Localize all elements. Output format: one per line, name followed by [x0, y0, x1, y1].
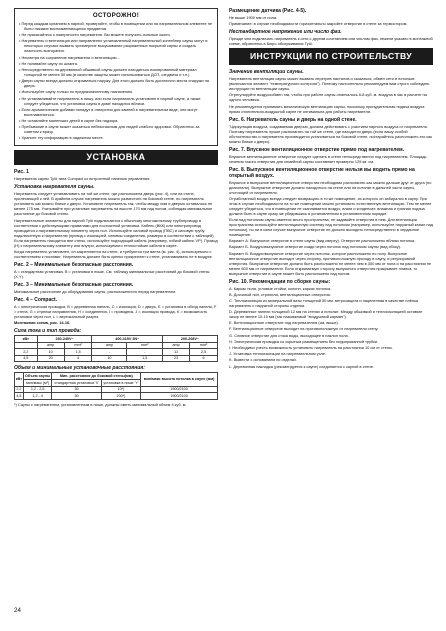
warning-box: [14, 8, 218, 146]
warning-item: • Несмотря на сохранение нагреватели и вентиляцию...: [19, 54, 120, 60]
fig10-title: Рис. 10. Рекомендации по сборке сауны:: [229, 278, 331, 285]
fig1-title: Рис. 1: [14, 169, 29, 176]
power-header: 200-208V~: [163, 336, 218, 343]
power-subheader: [15, 342, 38, 349]
list-item: H. Электрическая проводка со скрытым размещением без гофрированной трубки.: [229, 338, 379, 344]
fig7-title: Рис. 7. Впускное вентиляционное отверстие прямо под нагревателем.: [229, 146, 405, 153]
table-cell: 6: [190, 355, 218, 362]
fig8-text-3: Если над потолком сауны имеется много пространства, не задавайте отверстия в нем. Для вентиляции пространства используйте вентиляционную систему над потолком (например, используйте наружный канал над потолком), но ни в коем случае выпускное отверстие не должно выходить непосредственно в чердачное помещение.: [229, 216, 433, 237]
table-row: [15, 386, 218, 393]
warning-item: • Нагреватель и вентиляция или направленно установленный нагревательный контейнер сауны могут в некоторых случаях вызвать чрезмерное высушивание разряженных покрытий сауны и создать опасность возгорания.: [19, 38, 208, 54]
warning-item: • Пребывание в сауне может оказаться небезопасным для людей слабого здоровья. Обратитесь за советом к врачу.: [19, 124, 200, 135]
table-cell: 1,2 - 2,5: [23, 386, 52, 393]
power-subheader: amp: [37, 342, 64, 349]
power-table: [14, 335, 218, 362]
fig4-text: A = электрическая проводка, B = деревянная панель, C = изоляция, D = дверь, E = установка в обход панели, F = стена, G = стрелки направления, H = соединения, I = проводник, J = изоляция провода, K = возможность установки через пол, L = вертикальный разрез.: [14, 303, 217, 319]
fig7-text: Впускное вентиляционное отверстие следует сделать в стене непосредственно под нагревателем. Площадь сечения такого отверстия для семейной сауны составляет примерно 125 кв. см.: [229, 153, 427, 164]
power-subheader: mm²: [127, 342, 163, 349]
power-subheader: amp: [163, 342, 190, 349]
fig2-text: A = стандартная установка. B = установка в нише. См. таблицу минимальных расстояний до боковой стены (X,Y).: [14, 268, 210, 279]
table-row: [15, 355, 218, 362]
table-cell: 20: [37, 355, 64, 362]
volume-subheader: мин/макс (м³): [23, 379, 52, 386]
nonstandard-title: Нестандартное напряжение или число фаз.: [229, 29, 342, 36]
warning-list: [19, 21, 213, 140]
table-cell: 1900/2100: [141, 386, 218, 393]
fig8-text: Впускное и выпускное вентиляционное отверстия необходимо располагать как можно дальше друг от друга (по диагонали). Выпускное отверстие должно находиться на стене или на потолке в дальней части сауны, отстоящей от нагревателя.: [229, 179, 432, 195]
table-cell: 1,5: [127, 355, 163, 362]
warning-item: • Перед каждым купанием в парной, проверяйте, чтобы в помещении или на нагревательном элементе не было никаких воспламеняющихся предметов.: [19, 21, 213, 31]
warning-item: • Не поливайте сауну из шланга.: [19, 60, 78, 66]
fig10-list: [229, 286, 433, 369]
ventilation-text: Нагреватель вентиляция сауны может вызвать перегрев настилов и сказаться, обмен сети и потолков (включаются элемент "температурного контроля"). Поэтому настоятельно рекомендуем вам строго соблюдать инструкции по вентиляции сауны.: [229, 76, 430, 92]
warning-item: • Непосредственно на деревянной обшивкой сауны должен находиться изолированный материал толщиной не менее 50 мм (в качестве защиты может использоваться ДСП, сэндвичи и т.п.): [19, 66, 197, 77]
nonstandard-text: Прежде чем подключать нагреватель к сети с другим сочетанием или числом фаз, нежели указано в монтажной схеме, обратитесь в Бюро обслуживания Tylö.: [229, 36, 433, 47]
list-item: K. Вывести с основанием по отделки.: [229, 357, 297, 363]
fig3-title: Рис. 3 – Минимальные безопасные расстояния.: [14, 281, 134, 288]
warning-title: ОСТОРОЖНО!: [92, 12, 140, 19]
power-heading: Сила тока и тип провода:: [14, 328, 82, 334]
warning-item: • Не оставляйте маленьких детей в сауне без надзора.: [19, 117, 119, 123]
volume-subheader: стандартная установка 'X': [52, 379, 101, 386]
table-cell: 4,5: [16, 393, 22, 398]
power-header: 400-415V 3N~: [92, 336, 163, 343]
table-row: [15, 349, 218, 356]
sensor-text-2: Примечание: в случае необходимости горизонтально закройте отверстие в стене за термостором.: [229, 21, 408, 27]
table-cell: -: [127, 349, 163, 356]
table-cell: 2,5: [190, 349, 218, 356]
power-subheader: mm²: [190, 342, 218, 349]
install-text: Нагреватель следует устанавливать на той же стене, где расположена дверь (рис. 4), или на стене, прилегающей к ней. В крайнем случае нагреватель можно разместить на боковой стене, но нагреватель установить как можно ближе к двери. Установите нагреватель так, чтобы между ним и дверью оставалось не менее 175 мм. Учитывайте при установке нагреватель на высоте 170 мм над полом, соблюдая минимальное расстояние до боковой стены.: [14, 191, 213, 217]
list-item: B. Досчатый пол, стропила, вентиляционные отверстия.: [229, 291, 331, 297]
ventilation-text-2: Отрегулируйте воздухообмен так, чтобы при работе сауны отмечалось 6-8 куб. м. воздуха в час в расчете на одного человека.: [229, 92, 427, 103]
warning-item: • Двери сауны всегда должны открываться наружу. Для этого должно быть достаточно места снаружи на дверь.: [19, 78, 209, 89]
right-column: [229, 8, 433, 370]
fig1-text: Нагреватель сауны Tylö типа Compact со встроенной панелью управления.: [14, 176, 151, 182]
table-cell: 4: [64, 355, 92, 362]
volume-heading: Объем и минимальные установочные расстояния:: [14, 365, 145, 372]
power-subheader: amp: [92, 342, 127, 349]
list-item: G. Сливное отверстие для стока воды, выходящее в наклон пола.: [229, 332, 349, 338]
list-item: E. Вентиляционное отверстие под нагревателем (см. выше).: [229, 320, 339, 326]
left-column: [14, 8, 218, 408]
mount-text: Монтажная схема, рис. 14-16.: [14, 320, 71, 325]
table-cell: 1,5: [64, 349, 92, 356]
table-cell: 4,5: [15, 355, 38, 362]
table-row: [15, 393, 218, 400]
fig8-variant-b: Вариант Б. Воздуховыпускное отверстие сзади через потолок над потолком сауны (вид сбоку).: [229, 244, 402, 250]
list-item: F. Вентиляционное отверстие выходит на противоположную от нагревателя стену.: [229, 326, 379, 332]
volume-header: Мин. расстояние до боковой стены(мм): [52, 373, 141, 380]
table-cell: 50: [52, 393, 101, 400]
fig2-title: Рис. 2 – Минимальные безопасные расстояния.: [14, 261, 134, 268]
fig3-text: Минимальное расстояние до оборудования сауны, расположенного перед нагревателем.: [14, 288, 177, 294]
power-subheader: mm²: [64, 342, 92, 349]
list-item: C. Теплоизоляция из минеральной ваты толщиной 50 мм, ветрозащита и нацеленная в качестве плёнка нагреватель с наружной стороны отделки.: [229, 297, 419, 308]
table-cell: 50: [52, 386, 101, 393]
table-cell: 2,2: [16, 387, 22, 392]
footnote: *) Сауны с нагревателем, установленным в нише, должны иметь минимальный объем 4 куб. м.: [14, 401, 187, 407]
list-item: A. Каркас пола, угловые стойки, колонн, каркас потолка.: [229, 285, 332, 291]
fig8-title: Рис. 8. Выпускное вентиляционное отверстие нельзя вы водить прямо на открытый воздух.: [229, 166, 415, 179]
table-cell: 1900/2100: [141, 393, 218, 400]
construction-banner: ИНСТРУКЦИИ ПО СТРОИТЕЛЬСТВУ: [229, 48, 433, 65]
sensor-title: Размещение датчика (Рис. 4-5).: [229, 8, 307, 14]
table-cell: 11: [163, 349, 190, 356]
install-text-3: Когда нагреватель установлен, он закрепляется на стене, и требуются три винта (м. рис. 4), используемого с соответствием к поставке. Нагреватель должен быть крепко прикреплен к стене, устанавливать не в воздухе.: [14, 248, 213, 259]
list-item: J. Установка теплоизоляции на нагревательном узле.: [229, 351, 326, 357]
list-item: I. Необходимо учесть возможность установить нагреватель на расстоянии 10 см от стены.: [229, 345, 393, 350]
fig8-text-2: Отработанный воздух всегда следует возвращать в то же помещение, из которого он забирался в сауну. При этом в случае необходимости на то же помещение можно установить естественную вентиляцию. Тем не менее следует убедиться, что в помещении не скапливается воздух, влаги и конденсат: влажная и грязная подача должна быть в сауне сразу же убедившись в установленном в установленном порядке.: [229, 195, 432, 216]
volume-header: кВт: [15, 373, 24, 386]
table-cell: 10: [37, 349, 64, 356]
table-cell: 200*): [101, 393, 140, 400]
install-heading: Установка нагревателя сауны.: [14, 184, 95, 191]
volume-header: мин/макс высота потолка в сауне (мм): [141, 373, 218, 386]
table-cell: 2,2: [15, 349, 38, 356]
fig6-title: Рис. 6. Нагреватель сауны и дверь на одной стене.: [229, 116, 357, 123]
table-cell: 23: [163, 355, 190, 362]
ventilation-title: Значение вентиляции сауны.: [229, 69, 304, 76]
ventilation-text-3: Не рекомендуется принимать механическую вентиляцию сауны, поскольку принудительная подача воздуха прямо отопительно-воздушной сауне не оптимальна для работы нагревателя.: [229, 103, 425, 114]
table-cell: -: [92, 349, 127, 356]
list-item: D. Деревянные панели толщиной 12 мм на стенах и потолке. Между обшивкой и теплоизоляцией оставьте зазор не менее 10-15 мм (так называемый "воздушный карман").: [229, 309, 423, 320]
volume-header: Объем сауны: [25, 373, 51, 378]
power-header: 230-240V~: [37, 336, 92, 343]
sensor-text: Не выше 1900 мм от пола.: [229, 15, 278, 20]
table-cell: 10*): [101, 386, 140, 393]
list-item: L. Деревянная накладка (рекомендуется к сауне) соединяется с сауной в стене.: [229, 363, 374, 369]
fig8-variant-v: Вариант В. Воздуховыпускное отверстие через потолок, которое расположено по полу. Выпускное вентиляционное отверстие выходит через сторону, противоположную проходу в сауну, и регулировкой отверстия. Выпускное отверстие должно быть расположено не менее чем в 300 мм от пола и на расстоянии не менее 600 мм от нагревателя. Если открываемую сторону выпускного отверстия прикрывает планка, то выпускное отверстие в сауне может быть расположено над полом.: [229, 250, 432, 276]
table-cell: 1,2 - 4: [23, 393, 52, 400]
volume-subheader: установка в нише 'Y': [101, 379, 140, 386]
warning-item: • Если ароматические добавки попадут в отверстия для камней в нагревательном виде, они могут воспламениться.: [19, 106, 198, 117]
install-text-2: Нагревательные элементы для парной Tylö подключаются к обычному многожильному трубопроводу в соответствии с действующими правилами для постоянной установки. Кабель (ВКК) или электропровод проводится к нагревательному элементу через пол. Используйте силовой провод (ПВС) и силовую трубу, подключенную к нагревателю (провод с изоляцией, клеммы соединения, размеры в соответствии с таблицей). Если нагреватель находится вне стены, используйте подходящий кабель (например, гибкий кабель VP). Провод (Н) к нагревательному элементу или внутри, используемого теплостойкие кабели в сауне.: [14, 217, 218, 248]
warning-item: • Не прикасайтесь к поверхности нагревателя. Вы можете получить сильные ожоги.: [19, 32, 171, 38]
warning-item: • Не устанавливайте нагреватель в нишу, или если нагреватель установлен в парной сауне, а также следует убедиться, что установка сауны в доме находится вблизи.: [19, 95, 201, 106]
fig6-text: "Циркуляция воздуха, создаваемая дверью, должна действовать с участием парного воздуха от нагревателя. Поэтому нагреватель лучше располагать на той же стене, где находится дверь (если вашу особой обстоятельство и нагреватель производится установиться на боковой стене, постарайтесь расположить его как можно ближе к двери).: [229, 123, 432, 144]
volume-table: [14, 372, 218, 399]
table-cell: 10: [92, 355, 127, 362]
fig8-variant-a: Вариант А. Выпускное отверстие в стене сауны (вид сверху). Отверстие расположено вблизи потолка.: [229, 238, 416, 244]
warning-item: • Храните эту информацию в надежном месте.: [19, 135, 104, 141]
warning-item: • Используйте сауну только по предназначенному назначению.: [19, 89, 134, 95]
power-header: кВт: [15, 336, 38, 343]
fig4-title: Рис. 4 – Compact.: [14, 296, 58, 303]
installation-banner: УСТАНОВКА: [14, 150, 218, 165]
page-number: 24: [14, 607, 21, 614]
